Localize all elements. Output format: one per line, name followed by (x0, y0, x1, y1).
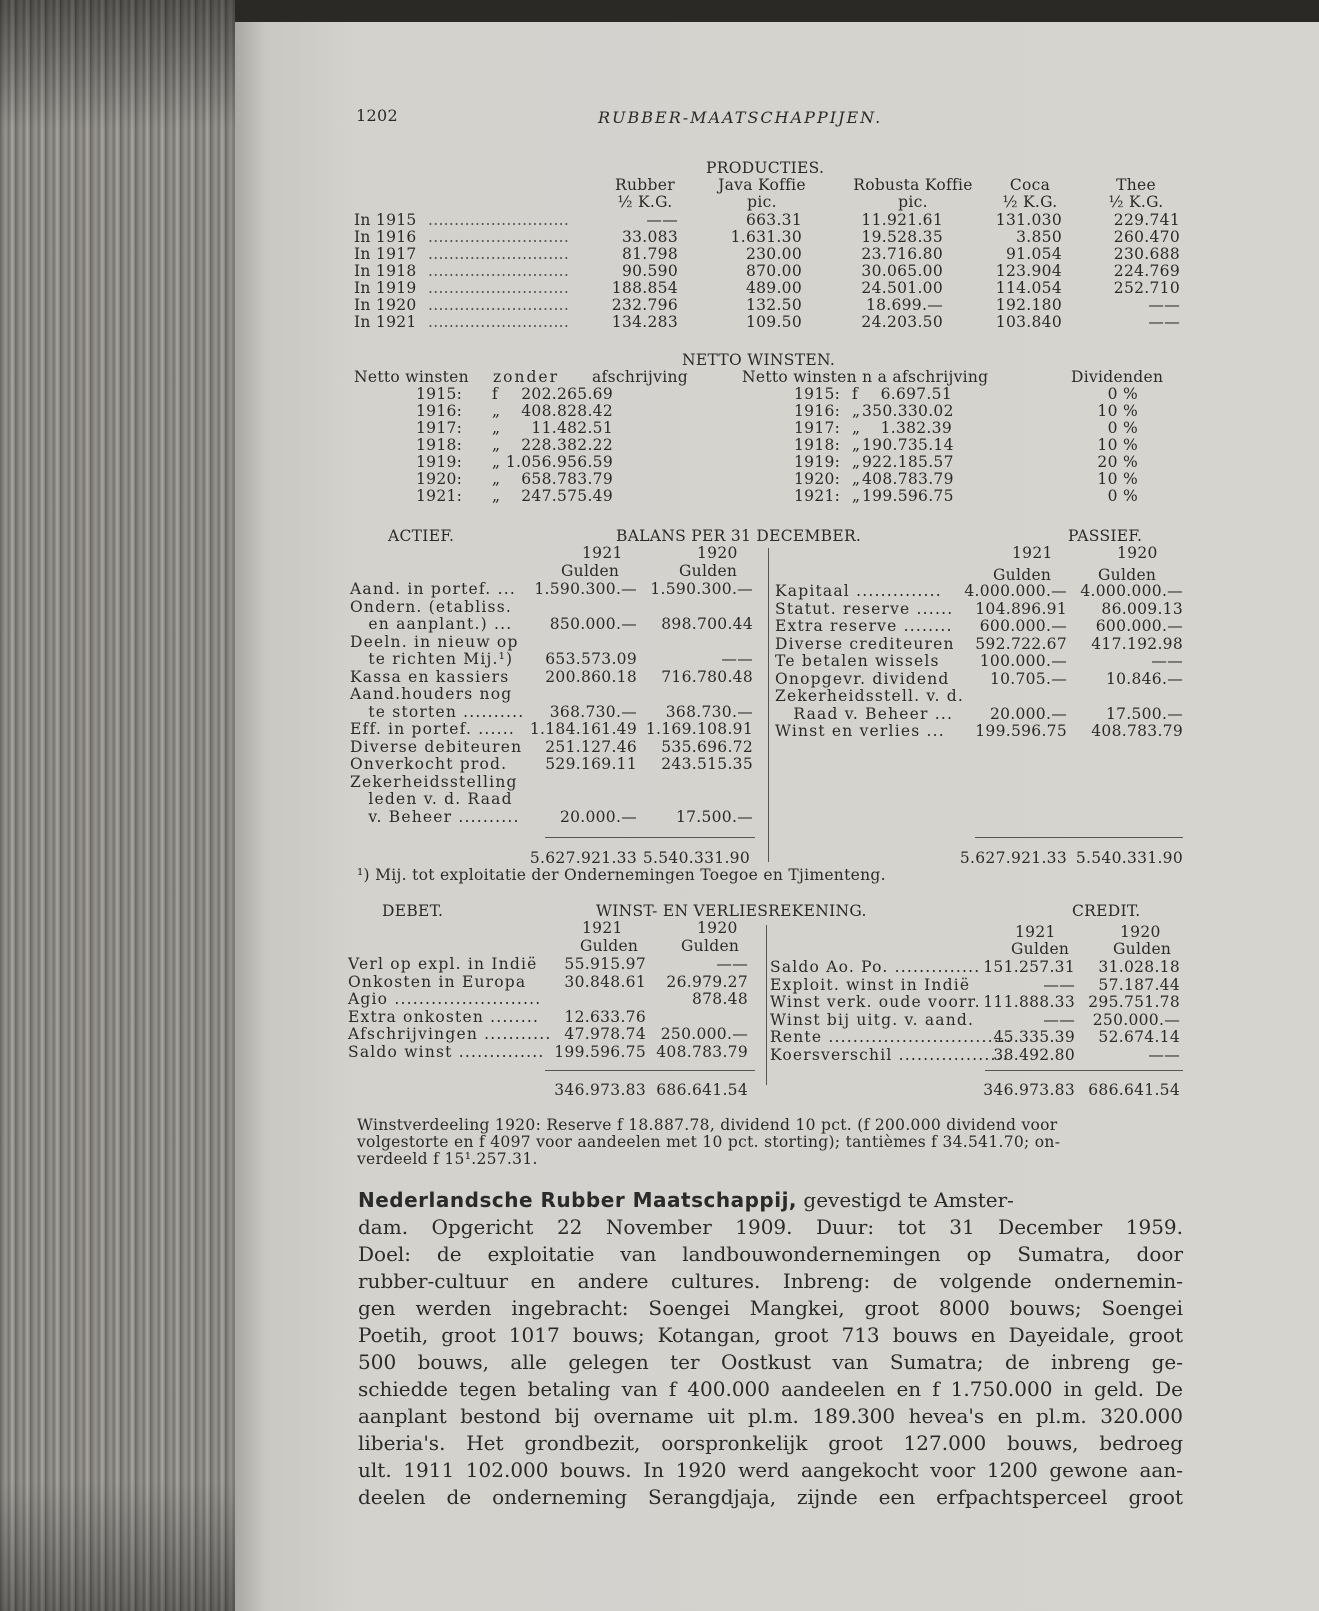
pl-y2-left: 1920 (697, 919, 738, 937)
asset-1921: 850.000.— (549, 615, 637, 633)
asset-label: te richten Mij.¹) (350, 650, 514, 668)
asset-1921: 368.730.— (549, 702, 637, 721)
prod-cell: 230.688 (1113, 245, 1180, 263)
credit-1921: 111.888.33 (983, 993, 1075, 1011)
prod-row-leader: ........................... (428, 262, 570, 280)
profit-year: 1921: (416, 487, 463, 505)
credit-1920: 295.751.78 (1088, 993, 1180, 1011)
liability-1921: 10.705.— (989, 669, 1067, 688)
asset-1920: —— (721, 650, 753, 668)
asset-label: Eff. in portef. ...... (350, 720, 516, 738)
prod-col-unit: ½ K.G. (1002, 193, 1058, 211)
asset-1920: 1.590.300.— (650, 580, 753, 598)
balance-total-rule-right (975, 837, 1183, 838)
liability-1921: 592.722.67 (975, 634, 1067, 653)
liability-1920: 10.846.— (1105, 669, 1183, 688)
profit-before: 247.575.49 (521, 487, 613, 505)
profit-after: 190.735.14 (862, 436, 954, 454)
prod-cell: 23.716.80 (861, 245, 943, 263)
prod-col-unit: ½ K.G. (1108, 193, 1164, 211)
credit-1921: 151.257.31 (983, 958, 1075, 976)
debit-label: Saldo winst .............. (348, 1042, 545, 1061)
company-line: dam. Opgericht 22 November 1909. Duur: tot 31 December 1959. (358, 1215, 1183, 1239)
debit-1920: 878.48 (691, 990, 748, 1008)
profit-currency: „ (492, 436, 501, 454)
asset-1921: 200.860.18 (545, 667, 637, 686)
profit-year-2: 1921: (794, 487, 841, 505)
prod-cell: 132.50 (745, 296, 802, 314)
profits-head-1a: Netto winsten (354, 368, 469, 386)
pl-total-2-left: 686.641.54 (656, 1081, 748, 1099)
liability-1921: 100.000.— (979, 652, 1067, 670)
balance-left-head: ACTIEF. (388, 527, 455, 545)
pl-unit-1: Gulden (580, 937, 639, 955)
prod-cell: 81.798 (621, 245, 678, 263)
prod-cell: 1.631.30 (730, 228, 802, 246)
asset-1921: 653.573.09 (545, 650, 637, 668)
profit-dividend: 0 % (1107, 487, 1138, 505)
prod-cell: 103.840 (995, 313, 1062, 331)
prod-row-leader: ........................... (428, 245, 570, 263)
balance-footnote: ¹) Mij. tot exploitatie der Ondernemingen Toegoe en Tjimenteng. (357, 866, 886, 884)
prod-cell: 114.054 (995, 279, 1062, 297)
liability-1921: 4.000.000.— (964, 582, 1067, 600)
liability-label: Onopgevr. dividend (775, 669, 950, 688)
balance-total-2-left: 5.540.331.90 (642, 849, 750, 867)
profit-currency-2: „ (852, 453, 861, 471)
pl-left-head: DEBET. (382, 902, 444, 920)
profit-currency: „ (492, 453, 501, 471)
asset-1920: 535.696.72 (661, 737, 753, 756)
prod-cell: —— (646, 211, 678, 229)
liability-1920: —— (1151, 652, 1183, 670)
debit-1921: 47.978.74 (564, 1025, 646, 1043)
asset-label: Deeln. in nieuw op (350, 632, 519, 651)
prod-cell: 24.203.50 (861, 313, 943, 331)
asset-1921: 251.127.46 (545, 737, 637, 756)
prod-row-label: In 1917 (354, 245, 417, 263)
credit-label: Rente .............................. (770, 1028, 1013, 1046)
prod-row-leader: ........................... (428, 313, 570, 331)
profit-before: 658.783.79 (521, 470, 613, 488)
profits-head-2: Netto winsten n a afschrijving (742, 368, 989, 386)
debit-1921: 55.915.97 (564, 955, 646, 973)
pl-total-2-right: 686.641.54 (1088, 1081, 1180, 1099)
credit-1920: 31.028.18 (1098, 958, 1180, 976)
pl-unit-3: Gulden (1011, 940, 1070, 958)
prod-cell: 19.528.35 (861, 228, 943, 246)
bal-unit-1: Gulden (561, 562, 620, 580)
asset-label: Aand. in portef. ... (350, 580, 516, 598)
prod-col-name: Java Koffie (718, 176, 806, 194)
prod-cell: 870.00 (745, 262, 802, 280)
debit-1921: 12.633.76 (564, 1007, 646, 1026)
liability-label: Winst en verlies ... (775, 722, 945, 740)
prod-col-unit: ½ K.G. (617, 193, 673, 211)
asset-1921: 1.184.161.49 (529, 720, 637, 738)
company-line-0: gevestigd te Amster- (797, 1188, 1014, 1212)
prod-col-name: Thee (1116, 176, 1156, 194)
pl-right-head: CREDIT. (1072, 902, 1141, 920)
asset-label: Onverkocht prod. (350, 755, 508, 773)
credit-label: Winst verk. oude voorr. (770, 993, 981, 1011)
book-spine-edge (0, 0, 235, 1611)
asset-label: Kassa en kassiers (350, 667, 510, 686)
pl-y2-right: 1920 (1120, 923, 1161, 941)
credit-1920: 52.674.14 (1098, 1028, 1180, 1046)
prod-cell: 30.065.00 (861, 262, 943, 280)
profit-before: 11.482.51 (531, 419, 613, 437)
bal-y2-right: 1920 (1117, 544, 1158, 562)
prod-cell: 134.283 (611, 313, 678, 331)
profit-year-2: 1917: (794, 419, 841, 437)
profit-dividend: 10 % (1097, 402, 1138, 420)
distribution-line-3: verdeeld f 15¹.257.31. (357, 1150, 538, 1168)
profit-year: 1919: (416, 453, 463, 471)
liability-label: Te betalen wissels (775, 652, 940, 670)
prod-cell: 33.083 (621, 228, 678, 246)
bal-y1-left: 1921 (582, 544, 623, 562)
asset-label: Aand.houders nog (350, 685, 513, 703)
credit-label: Saldo Ao. Po. .............. (770, 958, 981, 976)
productions-title: PRODUCTIES. (706, 159, 825, 177)
prod-row-label: In 1916 (354, 228, 417, 246)
liability-label: Raad v. Beheer ... (775, 704, 954, 723)
debit-label: Onkosten in Europa (348, 972, 527, 991)
liability-1920: 600.000.— (1095, 617, 1183, 635)
prod-col-name: Coca (1009, 176, 1051, 194)
balance-right-head: PASSIEF. (1068, 527, 1143, 545)
prod-row-leader: ........................... (428, 296, 570, 314)
pl-total-rule-right (985, 1070, 1183, 1071)
pl-total-rule-left (545, 1070, 755, 1071)
asset-1920: 17.500.— (675, 807, 753, 826)
pl-unit-4: Gulden (1113, 940, 1172, 958)
prod-cell: 260.470 (1113, 228, 1180, 246)
pl-unit-2: Gulden (681, 937, 740, 955)
debit-1921: 30.848.61 (564, 972, 646, 991)
profit-year-2: 1920: (794, 470, 841, 488)
prod-cell: 11.921.61 (861, 211, 943, 229)
profits-head-1b: zonder (493, 368, 559, 386)
profit-currency: „ (492, 470, 501, 488)
prod-cell: 18.699.— (865, 296, 943, 314)
prod-cell: 489.00 (745, 279, 802, 297)
balance-total-2-right: 5.540.331.90 (1075, 849, 1183, 867)
asset-label: Ondern. (etabliss. (350, 597, 512, 616)
debit-label: Verl op expl. in Indië (348, 955, 538, 973)
prod-cell: 229.741 (1113, 211, 1180, 229)
profit-after: 350.330.02 (862, 402, 954, 420)
profit-currency-2: „ (852, 487, 861, 505)
debit-label: Afschrijvingen ........... (348, 1025, 552, 1043)
profit-before: 1.056.956.59 (505, 453, 613, 471)
pl-total-1-right: 346.973.83 (983, 1081, 1075, 1099)
company-name: Nederlandsche Rubber Maatschappij, (358, 1188, 798, 1212)
prod-cell: 188.854 (611, 279, 678, 297)
profit-currency: „ (492, 487, 501, 505)
asset-1920: 243.515.35 (661, 755, 753, 773)
asset-1921: 1.590.300.— (534, 580, 637, 598)
prod-cell: 252.710 (1113, 279, 1180, 297)
asset-1920: 898.700.44 (661, 615, 753, 633)
profit-before: 228.382.22 (521, 436, 613, 454)
balance-title: BALANS PER 31 DECEMBER. (616, 527, 862, 545)
profit-after: 922.185.57 (862, 453, 954, 471)
liability-1920: 408.783.79 (1091, 722, 1183, 740)
asset-1920: 368.730.— (665, 702, 753, 721)
prod-col-unit: pic. (898, 193, 928, 211)
prod-cell: 224.769 (1113, 262, 1180, 280)
pl-y1-left: 1921 (582, 919, 623, 937)
asset-label: en aanplant.) ... (350, 615, 513, 633)
profit-after: 199.596.75 (862, 487, 954, 505)
debit-label: Extra onkosten ........ (348, 1007, 540, 1026)
liability-1920: 86.009.13 (1101, 599, 1183, 618)
debit-1920: 250.000.— (660, 1025, 748, 1043)
profit-after: 6.697.51 (880, 385, 952, 403)
prod-col-name: Robusta Koffie (853, 176, 973, 194)
prod-col-unit: pic. (747, 193, 777, 211)
profit-before: 202.265.69 (521, 385, 613, 403)
balance-divider (768, 548, 769, 862)
profit-dividend: 10 % (1097, 470, 1138, 488)
prod-cell: 3.850 (1016, 228, 1062, 246)
bal-unit-4: Gulden (1098, 566, 1157, 584)
debit-1921: 199.596.75 (554, 1042, 646, 1061)
credit-label: Exploit. winst in Indië (770, 975, 971, 994)
credit-1921: 38.492.80 (993, 1045, 1075, 1064)
profit-year-2: 1915: (794, 385, 841, 403)
prod-cell: 663.31 (745, 211, 802, 229)
prod-cell: 91.054 (1005, 245, 1062, 263)
bal-y2-left: 1920 (697, 544, 738, 562)
prod-cell: —— (1148, 313, 1180, 331)
credit-label: Koersverschil .................. (770, 1045, 1009, 1064)
company-line: liberia's. Het grondbezit, oorspronkelijk groot 127.000 bouws, bedroeg (358, 1431, 1183, 1455)
prod-cell: 90.590 (621, 262, 678, 280)
prod-cell: 131.030 (995, 211, 1062, 229)
profit-currency: „ (492, 402, 501, 420)
profits-head-3: Dividenden (1071, 368, 1164, 386)
liability-label: Extra reserve ........ (775, 617, 953, 635)
profit-year-2: 1918: (794, 436, 841, 454)
balance-total-1-right: 5.627.921.33 (959, 849, 1067, 867)
pl-total-1-left: 346.973.83 (554, 1081, 646, 1099)
credit-1920: 57.187.44 (1098, 975, 1180, 994)
company-line: Poetih, groot 1017 bouws; Kotangan, groot 713 bouws en Dayeidale, groot (358, 1323, 1183, 1347)
profit-year-2: 1919: (794, 453, 841, 471)
prod-row-label: In 1921 (354, 313, 417, 331)
prod-row-leader: ........................... (428, 228, 570, 246)
credit-1921: —— (1043, 975, 1075, 994)
prod-cell: 232.796 (611, 296, 678, 314)
prod-cell: 230.00 (745, 245, 802, 263)
debit-1920: —— (716, 955, 748, 973)
balance-total-1-left: 5.627.921.33 (529, 849, 637, 867)
asset-label: v. Beheer .......... (350, 807, 520, 826)
bal-y1-right: 1921 (1012, 544, 1053, 562)
liability-label: Diverse crediteuren (775, 634, 955, 653)
company-line: Doel: de exploitatie van landbouwondernemingen op Sumatra, door (358, 1242, 1183, 1266)
debit-label: Agio ........................ (348, 990, 542, 1008)
prod-cell: 192.180 (995, 296, 1062, 314)
debit-1920: 26.979.27 (666, 972, 748, 991)
profit-dividend: 0 % (1107, 385, 1138, 403)
prod-row-label: In 1918 (354, 262, 417, 280)
asset-1920: 716.780.48 (661, 667, 753, 686)
running-title: RUBBER-MAATSCHAPPIJEN. (598, 108, 883, 127)
liability-1921: 199.596.75 (975, 722, 1067, 740)
profit-before: 408.828.42 (521, 402, 613, 420)
prod-cell: —— (1148, 296, 1180, 314)
profit-year: 1915: (416, 385, 463, 403)
profit-year-2: 1916: (794, 402, 841, 420)
prod-row-label: In 1915 (354, 211, 417, 229)
profit-year: 1916: (416, 402, 463, 420)
balance-total-rule-left (545, 837, 755, 838)
company-line: deelen de onderneming Serangdjaja, zijnde een erfpachtsperceel groot (358, 1485, 1183, 1509)
prod-row-leader: ........................... (428, 211, 570, 229)
company-line: gen werden ingebracht: Soengei Mangkei, groot 8000 bouws; Soengei (358, 1296, 1183, 1320)
company-line: ult. 1911 102.000 bouws. In 1920 werd aangekocht voor 1200 gewone aan- (358, 1458, 1183, 1482)
prod-row-label: In 1920 (354, 296, 417, 314)
bal-unit-2: Gulden (679, 562, 738, 580)
profit-after: 408.783.79 (862, 470, 954, 488)
company-line: rubber-cultuur en andere cultures. Inbreng: de volgende ondernemin- (358, 1269, 1183, 1293)
asset-1921: 20.000.— (559, 807, 637, 826)
liability-1921: 104.896.91 (975, 599, 1067, 618)
pl-title: WINST- EN VERLIESREKENING. (596, 902, 867, 920)
asset-1920: 1.169.108.91 (645, 720, 753, 738)
profit-dividend: 0 % (1107, 419, 1138, 437)
asset-label: Zekerheidsstelling (350, 772, 518, 791)
prod-row-label: In 1919 (354, 279, 417, 297)
company-line: 500 bouws, alle gelegen ter Oostkust van Sumatra; de inbreng ge- (358, 1350, 1183, 1374)
debit-1920: 408.783.79 (656, 1042, 748, 1061)
pl-y1-right: 1921 (1015, 923, 1056, 941)
profit-year: 1920: (416, 470, 463, 488)
profit-currency-2: „ (852, 470, 861, 488)
prod-cell: 123.904 (995, 262, 1062, 280)
profit-dividend: 10 % (1097, 436, 1138, 454)
asset-label: Diverse debiteuren (350, 737, 523, 756)
pl-divider (766, 925, 767, 1085)
profit-currency: f (492, 385, 499, 403)
company-paragraph (358, 1187, 1183, 1511)
profit-year: 1918: (416, 436, 463, 454)
profit-year: 1917: (416, 419, 463, 437)
liability-1921: 20.000.— (989, 704, 1067, 723)
profit-after: 1.382.39 (880, 419, 952, 437)
profit-currency-2: „ (852, 436, 861, 454)
asset-label: te storten .......... (350, 702, 525, 721)
prod-row-leader: ........................... (428, 279, 570, 297)
credit-1921: 45.335.39 (993, 1028, 1075, 1046)
credit-label: Winst bij uitg. v. aand. (770, 1010, 975, 1029)
asset-label: leden v. d. Raad (350, 790, 513, 808)
profit-dividend: 20 % (1097, 453, 1138, 471)
credit-1920: —— (1148, 1045, 1180, 1064)
profits-title: NETTO WINSTEN. (682, 351, 836, 369)
prod-cell: 109.50 (745, 313, 802, 331)
prod-cell: 24.501.00 (861, 279, 943, 297)
liability-1920: 417.192.98 (1091, 634, 1183, 653)
credit-1921: —— (1043, 1010, 1075, 1029)
page-number: 1202 (356, 106, 398, 125)
profit-currency-2: „ (852, 419, 861, 437)
profits-head-1c: afschrijving (592, 368, 688, 386)
distribution-line-1: Winstverdeeling 1920: Reserve f 18.887.78, dividend 10 pct. (f 200.000 dividend voor (357, 1116, 1058, 1134)
asset-1921: 529.169.11 (545, 755, 637, 773)
profit-currency: „ (492, 419, 501, 437)
profit-currency-2: „ (852, 402, 861, 420)
liability-1921: 600.000.— (979, 617, 1067, 635)
prod-col-name: Rubber (615, 176, 675, 194)
credit-1920: 250.000.— (1092, 1010, 1180, 1029)
liability-label: Kapitaal .............. (775, 582, 942, 600)
bal-unit-3: Gulden (993, 566, 1052, 584)
company-line: aanplant bestond bij overname uit pl.m. 189.300 hevea's en pl.m. 320.000 (358, 1404, 1183, 1428)
liability-label: Zekerheidsstell. v. d. (775, 687, 965, 705)
liability-1920: 17.500.— (1105, 704, 1183, 723)
company-line: schiedde tegen betaling van f 400.000 aandeelen en f 1.750.000 in geld. De (358, 1377, 1183, 1401)
liability-label: Statut. reserve ...... (775, 599, 954, 618)
distribution-line-2: volgestorte en f 4097 voor aandeelen met 10 pct. storting); tantièmes f 34.541.70; on- (357, 1133, 1061, 1151)
liability-1920: 4.000.000.— (1080, 582, 1183, 600)
profit-currency-2: f (852, 385, 859, 403)
